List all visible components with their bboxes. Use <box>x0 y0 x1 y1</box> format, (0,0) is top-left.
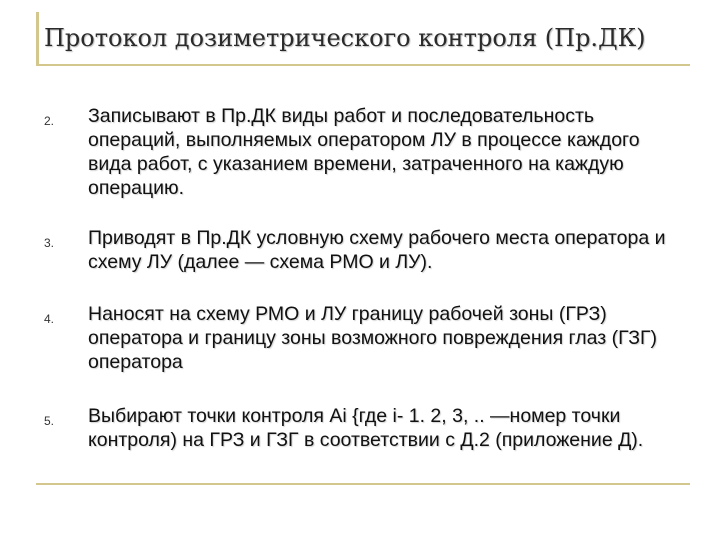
slide-title: Протокол дозиметрического контроля (Пр.ДК) <box>44 24 646 52</box>
list-item-text: Приводят в Пр.ДК условную схему рабочего места оператора и схему ЛУ (далее — схема РМО и ЛУ). <box>88 227 666 273</box>
list-item-number: 4. <box>44 312 55 326</box>
list-item-number: 5. <box>44 414 55 428</box>
list-item-text: Наносят на схему РМО и ЛУ границу рабочей зоны (ГРЗ) оператора и границу зоны возможного повреждения глаз (ГЗГ) оператора <box>88 303 658 373</box>
list-item-number: 3. <box>44 236 55 250</box>
list-item-number: 2. <box>44 114 55 128</box>
bottom-divider <box>36 483 690 485</box>
list-item-text: Записывают в Пр.ДК виды работ и последовательность операций, выполняемых оператором ЛУ в процессе каждого вида работ, с указанием времени, затраченного на каждую операцию. <box>88 105 640 199</box>
list-item-text: Выбирают точки контроля Аi {где i- 1. 2, 3, .. —номер точки контроля) на ГРЗ и ГЗГ в соответствии с Д.2 (приложение Д). <box>88 405 644 451</box>
